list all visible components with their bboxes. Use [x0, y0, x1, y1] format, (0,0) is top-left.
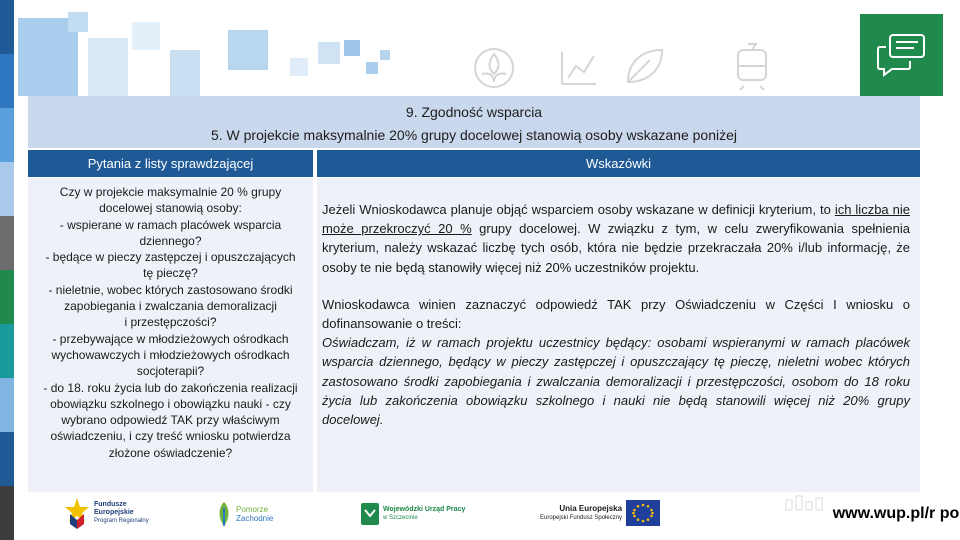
question-line: - do 18. roku życia lub do zakończenia realizacji: [43, 380, 298, 395]
logo-wup: [360, 502, 465, 526]
title-line-1: 9. Zgodność wsparcia: [405, 104, 543, 120]
chart-icon: [556, 44, 602, 90]
guideline-text: Jeżeli Wnioskodawca planuje objąć wsparciem osoby wskazane w definicji kryterium, to: [322, 202, 835, 217]
question-line: - przebywające w młodzieżowych ośrodkach: [52, 331, 289, 346]
question-line: tę pieczę?: [143, 266, 198, 281]
fe-star-icon: [64, 496, 90, 530]
guideline-paragraph-3: Oświadczam, iż w ramach projektu uczestnicy będący: osobami wspieranymi w ramach placówek wsparcia dziennego, będący w pieczy zastępczej i opuszczający tę pieczę, nieletni wobec których zastosowano środki zapobiegania i zwalczania demoralizacji i przestępczości, osobom do 18 roku życia lub zakończenia obowiązku szkolnego i nauki nie będą stanowili więcej niż 20% grupy docelowej.: [322, 335, 910, 428]
chat-bubbles-icon: [876, 33, 928, 77]
question-line: złożone oświadczenie?: [108, 445, 233, 460]
question-line: - wspierane w ramach placówek wsparcia: [59, 217, 282, 232]
guideline-paragraph-2: Wnioskodawca winien zaznaczyć odpowiedź TAK przy Oświadczeniu w Części I wniosku o dofinansowanie o treści:: [322, 296, 910, 332]
wup-line-1: Wojewódzki Urząd Pracy: [383, 506, 466, 513]
decor-square: [88, 38, 128, 96]
logo-fundusze-europejskie: [64, 496, 149, 530]
question-line: oświadczeniu, i czy treść wniosku potwierdza: [50, 429, 291, 444]
ue-line-1: Unia Europejska: [559, 504, 623, 513]
ue-line-2: Europejski Fundusz Społeczny: [540, 515, 623, 521]
pomorze-line-1: Pomorze: [236, 505, 269, 514]
decor-square: [318, 42, 340, 64]
question-line: docelowej stanowią osoby:: [99, 201, 242, 216]
question-line: Czy w projekcie maksymalnie 20 % grupy: [59, 185, 282, 199]
left-color-bar: [0, 0, 14, 540]
pomorze-leaf-icon: [216, 500, 232, 528]
faded-chart-icon: [784, 494, 828, 512]
decor-square: [132, 22, 160, 50]
decor-square: [290, 58, 308, 76]
wup-emblem-icon: [360, 502, 380, 526]
guideline-paragraph-1: [322, 200, 910, 277]
header-guidelines: Wskazówki: [317, 150, 920, 177]
tree-icon: [470, 44, 518, 92]
fe-line-1: Fundusze: [94, 501, 127, 508]
fe-line-2: Europejskie: [94, 509, 134, 516]
questions-cell: [28, 178, 313, 492]
question-line: - nieletnie, wobec których zastosowano środki: [48, 282, 293, 297]
slide-title: [28, 96, 920, 148]
pomorze-line-2: Zachodnie: [236, 514, 274, 523]
question-line: socjoterapii?: [136, 364, 205, 379]
question-line: wychowawczych i młodzieżowych ośrodkach: [51, 347, 290, 362]
question-line: dziennego?: [139, 233, 202, 248]
title-line-2: 5. W projekcie maksymalnie 20% grupy docelowej stanowią osoby wskazane poniżej: [210, 127, 738, 143]
criteria-table: [28, 150, 920, 492]
question-line: zapobiegania i zwalczania demoralizacji: [64, 299, 277, 314]
decor-square: [170, 50, 200, 96]
header-questions: Pytania z listy sprawdzającej: [28, 150, 313, 177]
leaf-icon: [620, 42, 668, 90]
decor-square: [366, 62, 378, 74]
fe-line-3: Program Regionalny: [94, 518, 149, 524]
question-line: obowiązku szkolnego i obowiązku nauki - czy: [50, 396, 291, 411]
guidelines-cell: [317, 178, 920, 492]
question-line: - będące w pieczy zastępczej i opuszczających: [45, 250, 296, 265]
decor-square: [228, 30, 268, 70]
guideline-underlined: ich liczba nie może przekroczyć 20 %: [322, 202, 910, 237]
eu-flag-icon: [626, 500, 660, 526]
decor-square: [344, 40, 360, 56]
decor-square: [68, 12, 88, 32]
footer-logos: [0, 492, 960, 540]
decor-square: [380, 50, 390, 60]
logo-pomorze-zachodnie: [216, 500, 273, 528]
website-url[interactable]: www.wup.pl/r po: [832, 505, 960, 540]
guideline-text: grupy docelowej. W związku z tym, w celu zweryfikowania spełnienia kryterium, należy wskazać liczbę tych osób, która nie będzie przekraczała 20% i/lub informację, że osoby te nie będą stanowiły więcej niż 20% uczestników projektu.: [322, 221, 910, 275]
logo-unia-europejska: [540, 500, 660, 526]
train-icon: [730, 40, 774, 92]
chat-icon-box: [860, 14, 943, 96]
question-line: i przestępczości?: [124, 315, 217, 330]
wup-line-2: w Szczecinie: [383, 515, 418, 521]
question-line: wybrano odpowiedź TAK przy właściwym: [61, 413, 280, 428]
